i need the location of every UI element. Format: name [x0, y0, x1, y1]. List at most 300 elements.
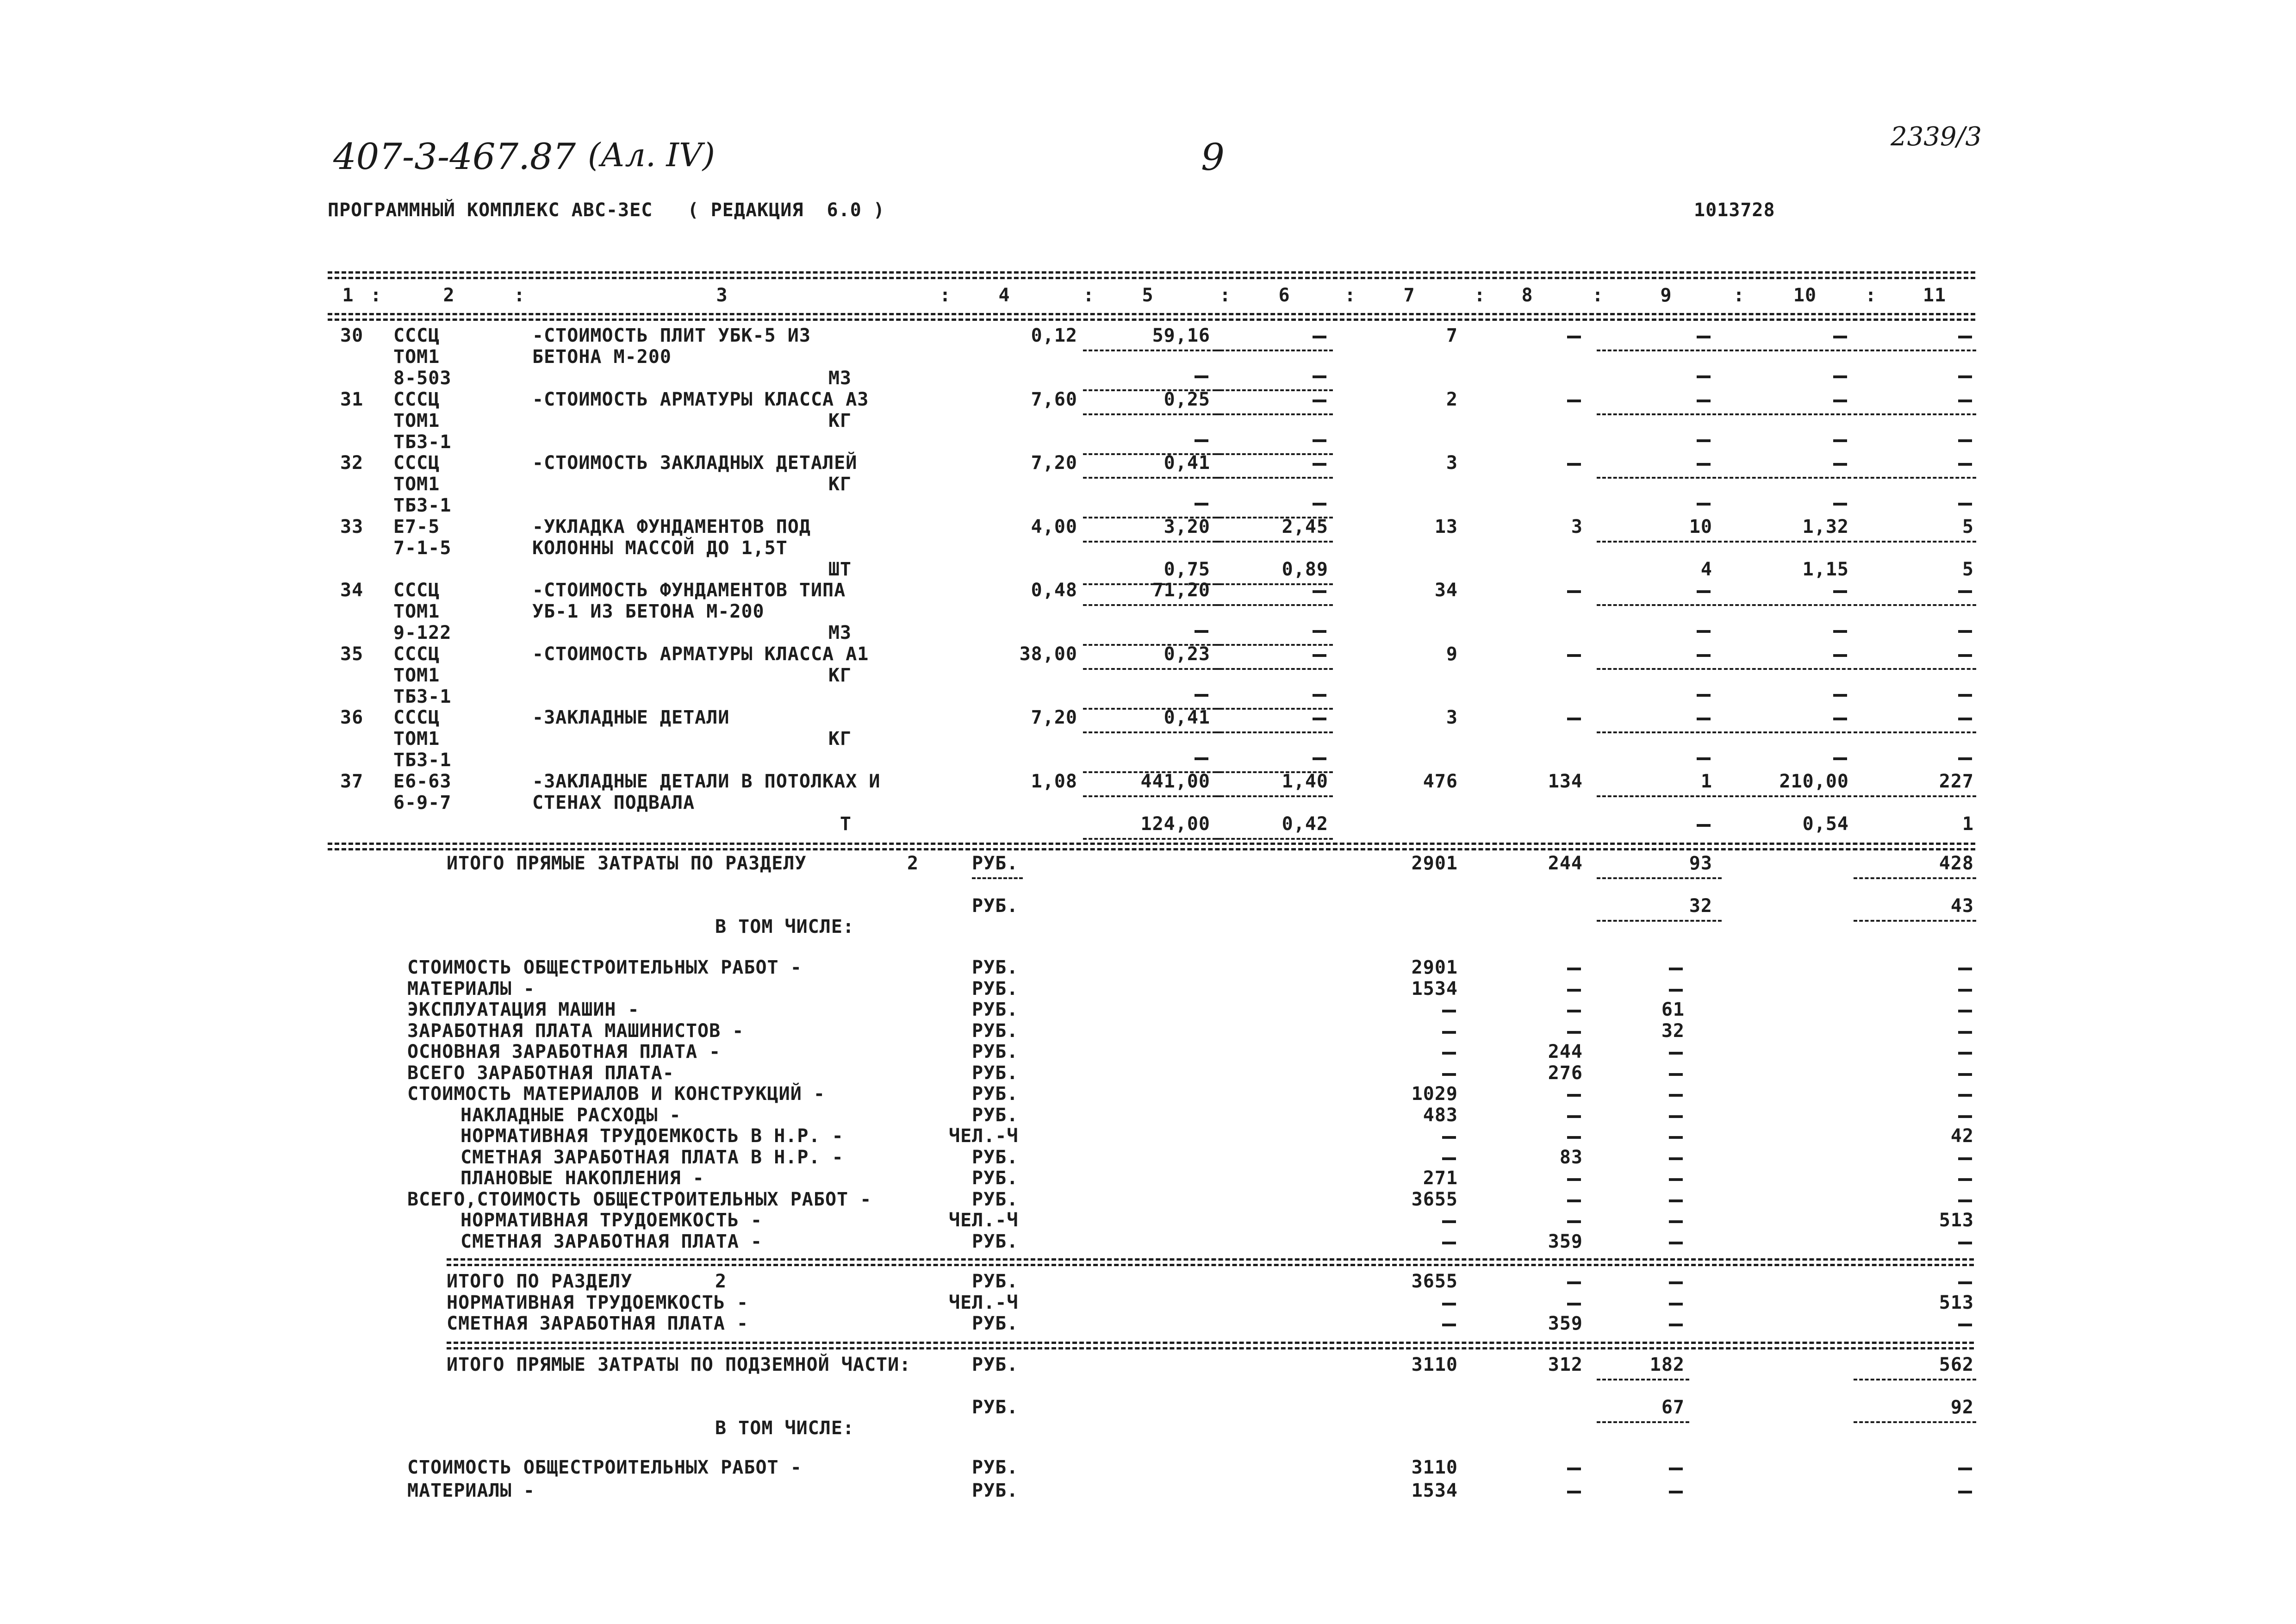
- cell-rule: [1854, 413, 1976, 415]
- row-machine-wages: [1313, 375, 1326, 378]
- breakdown-label: ВСЕГО ЗАРАБОТНАЯ ПЛАТА-: [407, 1062, 674, 1084]
- breakdown-machine: [1669, 1157, 1683, 1160]
- handwritten-doc-number: 407-3-467.87: [333, 136, 576, 178]
- section-summary-cost: [1442, 1303, 1456, 1305]
- row-total-cost: 3: [1446, 707, 1458, 728]
- cell-rule: [1724, 668, 1851, 670]
- breakdown-machine: [1669, 1073, 1683, 1076]
- row-machine-wages: [1313, 694, 1326, 697]
- cell-rule: [1215, 731, 1333, 733]
- row-code: Е7-5: [393, 516, 440, 537]
- row-machine-cost: 1,40: [1282, 771, 1328, 792]
- underground-total-wages: 312: [1548, 1354, 1583, 1375]
- cell-rule: [1724, 795, 1851, 797]
- row-machine-total: [1697, 336, 1711, 338]
- column-header-8: 8: [1521, 285, 1533, 306]
- row-wages: 3: [1571, 516, 1583, 537]
- cell-rule: [1083, 731, 1222, 733]
- row-machine-cost: 2,45: [1282, 516, 1328, 537]
- row-description: -УКЛАДКА ФУНДАМЕНТОВ ПОД: [532, 516, 811, 537]
- breakdown-label: СМЕТНАЯ ЗАРАБОТНАЯ ПЛАТА В Н.Р. -: [460, 1146, 844, 1168]
- row-machine-total: [1697, 463, 1711, 466]
- header-top-rule: [328, 271, 1975, 274]
- underground-breakdown-unit: РУБ.: [972, 1457, 1019, 1478]
- row-description: УБ-1 ИЗ БЕТОНА М-200: [532, 601, 765, 622]
- row-unit: КГ: [828, 474, 852, 495]
- row-unit: М3: [828, 622, 852, 643]
- row-machine-total: [1697, 718, 1711, 720]
- row-number: 35: [340, 643, 364, 665]
- row-code: ТОМ1: [393, 410, 440, 431]
- breakdown-label: ПЛАНОВЫЕ НАКОПЛЕНИЯ -: [460, 1168, 704, 1189]
- cell-rule: [1597, 477, 1722, 479]
- cell-rule: [1724, 350, 1851, 351]
- row-labor-machine-total: [1958, 630, 1972, 633]
- row-labor-machine-total: 5: [1962, 559, 1974, 580]
- column-separator: :: [940, 285, 952, 306]
- cell-rule: [1215, 795, 1333, 797]
- row-labor-machine-total: [1958, 757, 1972, 760]
- row-labor-machine-total: [1958, 439, 1972, 442]
- cell-rule: [1083, 541, 1222, 543]
- row-labor-total: [1958, 336, 1972, 338]
- row-labor-machine-total: [1958, 694, 1972, 697]
- breakdown-machine: [1669, 1136, 1683, 1139]
- row-labor-machine: [1833, 439, 1847, 442]
- breakdown-label: МАТЕРИАЛЫ -: [407, 978, 535, 999]
- cell-rule: [1854, 795, 1976, 797]
- row-code: ТОМ1: [393, 728, 440, 750]
- column-header-3: 3: [716, 285, 728, 306]
- cell-rule: [1215, 413, 1333, 415]
- underground-total-labor-2: 92: [1950, 1397, 1974, 1418]
- cell-rule: [1854, 1379, 1976, 1380]
- row-labor-total: 227: [1939, 771, 1974, 792]
- row-unit-cost: 71,20: [1152, 580, 1210, 601]
- breakdown-labor: [1958, 1073, 1972, 1076]
- breakdown-cost: 3655: [1411, 1188, 1458, 1210]
- row-code: ТОМ1: [393, 665, 440, 686]
- section-rule: [447, 1258, 1974, 1261]
- cell-rule: [1597, 1421, 1689, 1423]
- underground-breakdown-labor: [1958, 1468, 1972, 1470]
- row-number: 30: [340, 325, 364, 346]
- cell-rule: [972, 877, 1023, 879]
- column-header-5: 5: [1142, 285, 1154, 306]
- row-description: -СТОИМОСТЬ ЗАКЛАДНЫХ ДЕТАЛЕЙ: [532, 452, 858, 474]
- row-unit-cost: 441,00: [1140, 771, 1210, 792]
- underground-total-machine: 182: [1649, 1354, 1685, 1375]
- breakdown-cost: [1442, 1136, 1456, 1139]
- row-labor-total: [1958, 590, 1972, 593]
- section-summary-machine: [1669, 1281, 1683, 1284]
- row-wages: [1567, 718, 1581, 720]
- row-unit-cost-wages: [1195, 630, 1208, 633]
- cell-rule: [1854, 477, 1976, 479]
- underground-breakdown-unit: РУБ.: [972, 1480, 1019, 1501]
- row-quantity: 1,08: [1031, 771, 1077, 792]
- row-labor: [1833, 718, 1847, 720]
- row-labor-total: [1958, 718, 1972, 720]
- cell-rule: [1854, 877, 1976, 879]
- breakdown-labor: [1958, 1031, 1972, 1034]
- breakdown-cost: 271: [1423, 1168, 1458, 1189]
- section-summary-labor: 513: [1939, 1292, 1974, 1313]
- breakdown-label: ВСЕГО,СТОИМОСТЬ ОБЩЕСТРОИТЕЛЬНЫХ РАБОТ -: [407, 1188, 872, 1210]
- row-code: 7-1-5: [393, 537, 452, 559]
- breakdown-wages: [1567, 1220, 1581, 1223]
- header-bottom-rule: [328, 313, 1975, 315]
- breakdown-machine: [1669, 968, 1683, 970]
- row-code: 6-9-7: [393, 792, 452, 813]
- cell-rule: [1215, 838, 1333, 840]
- cell-rule: [1597, 604, 1722, 606]
- row-labor-machine: [1833, 375, 1847, 378]
- cell-rule: [1215, 350, 1333, 351]
- cell-rule: [1854, 604, 1976, 606]
- cell-rule: [1597, 795, 1722, 797]
- breakdown-label: НАКЛАДНЫЕ РАСХОДЫ -: [460, 1104, 681, 1126]
- breakdown-wages: 244: [1548, 1041, 1583, 1062]
- column-header-6: 6: [1278, 285, 1290, 306]
- row-machine-wages: [1313, 503, 1326, 506]
- row-total-cost: 3: [1446, 452, 1458, 474]
- row-unit-cost-wages: 0,75: [1164, 559, 1210, 580]
- breakdown-machine: [1669, 1242, 1683, 1244]
- row-unit-cost: 0,41: [1164, 707, 1210, 728]
- row-labor: [1833, 590, 1847, 593]
- row-code: 9-122: [393, 622, 452, 643]
- underground-total-unit-2: РУБ.: [972, 1397, 1019, 1418]
- breakdown-machine: [1669, 989, 1683, 992]
- breakdown-unit: РУБ.: [972, 1062, 1019, 1084]
- row-machine-total: [1697, 400, 1711, 402]
- breakdown-cost: [1442, 1010, 1456, 1012]
- row-labor-machine: [1833, 757, 1847, 760]
- row-code: СССЦ: [393, 325, 440, 346]
- cell-rule: [1854, 668, 1976, 670]
- cell-rule: [1215, 604, 1333, 606]
- row-labor-machine-total: [1958, 503, 1972, 506]
- cell-rule: [1724, 541, 1851, 543]
- breakdown-machine: [1669, 1052, 1683, 1055]
- row-code: СССЦ: [393, 452, 440, 474]
- row-total-cost: 7: [1446, 325, 1458, 346]
- row-description: -ЗАКЛАДНЫЕ ДЕТАЛИ: [532, 707, 730, 728]
- row-labor-machine: 0,54: [1802, 813, 1849, 835]
- row-unit-cost-wages: [1195, 503, 1208, 506]
- row-code: ТБ3-1: [393, 431, 452, 453]
- breakdown-machine: [1669, 1220, 1683, 1223]
- breakdown-wages: 276: [1548, 1062, 1583, 1084]
- section-total-unit: РУБ.: [972, 853, 1019, 874]
- row-number: 34: [340, 580, 364, 601]
- breakdown-labor: [1958, 1052, 1972, 1055]
- underground-total-cost: 3110: [1411, 1354, 1458, 1375]
- underground-breakdown-wages: [1567, 1468, 1581, 1470]
- breakdown-unit: РУБ.: [972, 978, 1019, 999]
- breakdown-machine: [1669, 1178, 1683, 1181]
- row-code: ТБ3-1: [393, 686, 452, 707]
- underground-breakdown-label: МАТЕРИАЛЫ -: [407, 1480, 535, 1501]
- row-labor-machine: 1,15: [1802, 559, 1849, 580]
- section-rule: [328, 843, 1975, 845]
- breakdown-label: ЗАРАБОТНАЯ ПЛАТА МАШИНИСТОВ -: [407, 1020, 744, 1042]
- column-header-11: 11: [1923, 285, 1947, 306]
- breakdown-labor: 42: [1950, 1125, 1974, 1147]
- row-unit-cost-wages: [1195, 694, 1208, 697]
- column-separator: :: [1344, 285, 1356, 306]
- underground-breakdown-machine: [1669, 1468, 1683, 1470]
- cell-rule: [1724, 604, 1851, 606]
- row-description: -СТОИМОСТЬ АРМАТУРЫ КЛАССА А1: [532, 643, 869, 665]
- row-labor-machine: [1833, 503, 1847, 506]
- section-summary-wages: 359: [1548, 1313, 1583, 1334]
- breakdown-unit: РУБ.: [972, 1041, 1019, 1062]
- header-top-rule-double: [328, 277, 1975, 279]
- breakdown-labor: [1958, 1094, 1972, 1097]
- breakdown-labor: [1958, 1242, 1972, 1244]
- breakdown-unit: РУБ.: [972, 1188, 1019, 1210]
- row-description: -СТОИМОСТЬ АРМАТУРЫ КЛАССА А3: [532, 389, 869, 410]
- row-machine-wages-total: 4: [1700, 559, 1712, 580]
- row-labor: [1833, 336, 1847, 338]
- row-unit-cost: 0,23: [1164, 643, 1210, 665]
- row-machine-wages-total: [1697, 503, 1711, 506]
- row-machine-wages: 0,89: [1282, 559, 1328, 580]
- section-total-unit-2: РУБ.: [972, 895, 1019, 917]
- row-labor: [1833, 463, 1847, 466]
- section-summary-machine: [1669, 1324, 1683, 1326]
- row-number: 36: [340, 707, 364, 728]
- cell-rule: [1854, 920, 1976, 922]
- row-machine-wages: [1313, 439, 1326, 442]
- cell-rule: [1597, 541, 1722, 543]
- breakdown-labor: [1958, 968, 1972, 970]
- section-summary-unit: РУБ.: [972, 1271, 1019, 1292]
- breakdown-wages: [1567, 1178, 1581, 1181]
- row-number: 32: [340, 452, 364, 474]
- breakdown-wages: [1567, 968, 1581, 970]
- row-labor: [1833, 654, 1847, 657]
- column-separator: :: [1865, 285, 1877, 306]
- underground-breakdown-wages: [1567, 1491, 1581, 1493]
- row-number: 33: [340, 516, 364, 537]
- cell-rule: [1854, 731, 1976, 733]
- row-unit-cost-wages: [1195, 757, 1208, 760]
- breakdown-unit: РУБ.: [972, 1168, 1019, 1189]
- column-separator: :: [370, 285, 382, 306]
- row-machine-total: 1: [1700, 771, 1712, 792]
- section-total-number: 2: [907, 853, 919, 874]
- row-labor: 1,32: [1802, 516, 1849, 537]
- breakdown-unit: РУБ.: [972, 1230, 1019, 1252]
- row-wages: [1567, 654, 1581, 657]
- row-code: ТОМ1: [393, 474, 440, 495]
- column-separator: :: [1592, 285, 1604, 306]
- row-total-cost: 2: [1446, 389, 1458, 410]
- cell-rule: [1083, 413, 1222, 415]
- underground-total-labor: 562: [1939, 1354, 1974, 1375]
- row-machine-wages: 0,42: [1282, 813, 1328, 835]
- cell-rule: [1854, 350, 1976, 351]
- column-separator: :: [1220, 285, 1232, 306]
- breakdown-unit: РУБ.: [972, 1020, 1019, 1042]
- row-labor-machine: [1833, 630, 1847, 633]
- row-wages: [1567, 400, 1581, 402]
- section-summary-wages: [1567, 1303, 1581, 1305]
- row-wages: [1567, 590, 1581, 593]
- cell-rule: [1083, 604, 1222, 606]
- underground-breakdown-cost: 1534: [1411, 1480, 1458, 1501]
- row-unit-cost: 0,25: [1164, 389, 1210, 410]
- breakdown-cost: 483: [1423, 1104, 1458, 1126]
- row-unit: Т: [840, 813, 852, 835]
- breakdown-machine: 61: [1661, 999, 1685, 1020]
- section-total-wages: 244: [1548, 853, 1583, 874]
- row-machine-wages: [1313, 757, 1326, 760]
- row-labor-total: 5: [1962, 516, 1974, 537]
- row-quantity: 7,60: [1031, 389, 1077, 410]
- row-machine-total: [1697, 654, 1711, 657]
- cell-rule: [1215, 541, 1333, 543]
- section-rule: [447, 1342, 1974, 1344]
- cell-rule: [1083, 668, 1222, 670]
- section-summary-wages: [1567, 1281, 1581, 1284]
- breakdown-machine: 32: [1661, 1020, 1685, 1042]
- row-code: СССЦ: [393, 389, 440, 410]
- breakdown-wages: [1567, 1136, 1581, 1139]
- row-total-cost: 9: [1446, 643, 1458, 665]
- section-summary-number: 2: [715, 1271, 727, 1292]
- handwritten-album: (Ал. IV): [588, 136, 715, 174]
- row-labor-total: [1958, 400, 1972, 402]
- row-code: ТБ3-1: [393, 750, 452, 771]
- row-labor-machine-total: 1: [1962, 813, 1974, 835]
- row-code: ТОМ1: [393, 346, 440, 368]
- breakdown-cost: 1534: [1411, 978, 1458, 999]
- section-rule: [447, 1264, 1974, 1266]
- row-unit-cost-wages: [1195, 439, 1208, 442]
- underground-total-machine-wages: 67: [1661, 1397, 1685, 1418]
- cell-rule: [1083, 795, 1222, 797]
- header-bottom-rule-double: [328, 319, 1975, 321]
- breakdown-wages: 359: [1548, 1230, 1583, 1252]
- breakdown-cost: 1029: [1411, 1083, 1458, 1105]
- row-number: 37: [340, 771, 364, 792]
- row-total-cost: 34: [1434, 580, 1458, 601]
- section-rule: [328, 848, 1975, 850]
- section-summary-unit: РУБ.: [972, 1313, 1019, 1334]
- breakdown-labor: [1958, 1178, 1972, 1181]
- cell-rule: [1597, 1379, 1689, 1380]
- row-description: КОЛОННЫ МАССОЙ ДО 1,5Т: [532, 537, 788, 559]
- row-machine-total: [1697, 590, 1711, 593]
- section-summary-cost: 3655: [1411, 1271, 1458, 1292]
- cell-rule: [1854, 1421, 1976, 1423]
- handwritten-page-number: 9: [1201, 136, 1225, 179]
- breakdown-unit: РУБ.: [972, 1083, 1019, 1105]
- breakdown-label: СТОИМОСТЬ ОБЩЕСТРОИТЕЛЬНЫХ РАБОТ -: [407, 957, 802, 978]
- breakdown-unit: РУБ.: [972, 999, 1019, 1020]
- cell-rule: [1083, 838, 1222, 840]
- section-rule: [447, 1347, 1974, 1349]
- cell-rule: [1724, 477, 1851, 479]
- section-total-labor-2: 43: [1950, 895, 1974, 917]
- column-header-2: 2: [443, 285, 455, 306]
- breakdown-machine: [1669, 1115, 1683, 1118]
- row-machine-wages: [1313, 630, 1326, 633]
- breakdown-wages: [1567, 1199, 1581, 1202]
- row-unit-cost: 0,41: [1164, 452, 1210, 474]
- column-separator: :: [1083, 285, 1095, 306]
- row-unit: М3: [828, 368, 852, 389]
- breakdown-label: СМЕТНАЯ ЗАРАБОТНАЯ ПЛАТА -: [460, 1230, 763, 1252]
- row-code: ТОМ1: [393, 601, 440, 622]
- row-labor-machine: [1833, 694, 1847, 697]
- row-unit: КГ: [828, 728, 852, 750]
- row-quantity: 38,00: [1019, 643, 1077, 665]
- row-quantity: 7,20: [1031, 707, 1077, 728]
- section-total-cost: 2901: [1411, 853, 1458, 874]
- row-labor: 210,00: [1779, 771, 1849, 792]
- row-total-cost: 13: [1434, 516, 1458, 537]
- handwritten-sheet-id: 2339/3: [1891, 122, 1982, 152]
- column-header-7: 7: [1403, 285, 1415, 306]
- row-machine-wages-total: [1697, 694, 1711, 697]
- column-header-9: 9: [1660, 285, 1672, 306]
- row-quantity: 0,48: [1031, 580, 1077, 601]
- row-quantity: 7,20: [1031, 452, 1077, 474]
- cell-rule: [1597, 413, 1722, 415]
- column-separator: :: [514, 285, 526, 306]
- cell-rule: [1215, 477, 1333, 479]
- row-quantity: 4,00: [1031, 516, 1077, 537]
- cell-rule: [1854, 541, 1976, 543]
- cell-rule: [1597, 731, 1722, 733]
- row-description: БЕТОНА М-200: [532, 346, 672, 368]
- row-machine-wages-total: [1697, 375, 1711, 378]
- program-header: ПРОГРАММНЫЙ КОМПЛЕКС АВС-3ЕС ( РЕДАКЦИЯ 6.0 ): [328, 200, 885, 221]
- row-code: ТБ3-1: [393, 495, 452, 516]
- row-unit: КГ: [828, 665, 852, 686]
- cell-rule: [1083, 350, 1222, 351]
- row-wages: 134: [1548, 771, 1583, 792]
- section-summary-machine: [1669, 1303, 1683, 1305]
- section-summary-label: ИТОГО ПО РАЗДЕЛУ: [447, 1271, 633, 1292]
- column-header-10: 10: [1793, 285, 1817, 306]
- underground-including-heading: В ТОМ ЧИСЛЕ:: [715, 1418, 854, 1439]
- row-unit-cost: 59,16: [1152, 325, 1210, 346]
- section-total-labor: 428: [1939, 853, 1974, 874]
- row-description: -СТОИМОСТЬ ПЛИТ УБК-5 ИЗ: [532, 325, 811, 346]
- section-total-machine: 93: [1689, 853, 1712, 874]
- column-header-4: 4: [998, 285, 1010, 306]
- cell-rule: [1597, 668, 1722, 670]
- breakdown-unit: ЧЕЛ.-Ч: [949, 1210, 1019, 1231]
- row-labor-machine-total: [1958, 375, 1972, 378]
- breakdown-unit: РУБ.: [972, 957, 1019, 978]
- breakdown-labor: [1958, 989, 1972, 992]
- row-total-cost: 476: [1423, 771, 1458, 792]
- cell-rule: [1597, 350, 1722, 351]
- underground-breakdown-labor: [1958, 1491, 1972, 1493]
- breakdown-wages: [1567, 1094, 1581, 1097]
- row-labor: [1833, 400, 1847, 402]
- row-code: СССЦ: [393, 643, 440, 665]
- row-description: -СТОИМОСТЬ ФУНДАМЕНТОВ ТИПА: [532, 580, 846, 601]
- breakdown-label: СТОИМОСТЬ МАТЕРИАЛОВ И КОНСТРУКЦИЙ -: [407, 1083, 825, 1105]
